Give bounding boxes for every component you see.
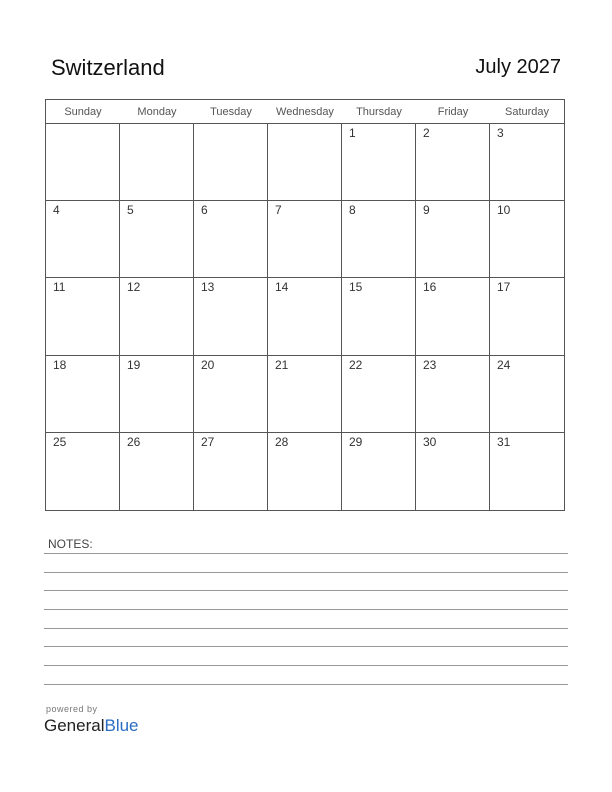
day-cell (120, 356, 194, 433)
day-cell (416, 278, 490, 355)
dow-monday: Monday (137, 106, 177, 118)
note-line (44, 553, 568, 554)
brand-general: General (44, 716, 105, 735)
day-number: 13 (201, 280, 215, 295)
day-cell (46, 356, 120, 433)
day-cell (490, 124, 564, 201)
dow-wednesday: Wednesday (276, 106, 334, 118)
day-number: 4 (53, 203, 60, 218)
day-cell (268, 356, 342, 433)
country-title: Switzerland (51, 55, 165, 80)
day-cell (268, 278, 342, 355)
day-number: 14 (275, 280, 289, 295)
day-number: 5 (127, 203, 134, 218)
day-cell (194, 278, 268, 355)
day-number: 27 (201, 434, 215, 449)
day-number: 17 (497, 280, 511, 295)
day-number: 31 (497, 434, 511, 449)
day-cell (120, 124, 194, 201)
day-number: 20 (201, 357, 215, 372)
day-cell (490, 356, 564, 433)
day-cell (194, 124, 268, 201)
day-cell (342, 201, 416, 278)
note-line (44, 572, 568, 573)
day-number: 28 (275, 434, 289, 449)
day-cell (416, 356, 490, 433)
day-cell (120, 433, 194, 510)
notes-label: NOTES: (48, 537, 93, 551)
day-cell (268, 201, 342, 278)
dow-sunday: Sunday (64, 106, 102, 118)
day-number: 15 (349, 280, 363, 295)
days-of-week-header (46, 100, 564, 124)
powered-by-text: powered by (46, 704, 98, 714)
dow-tuesday: Tuesday (210, 106, 252, 118)
day-cell (490, 201, 564, 278)
day-number: 2 (423, 126, 430, 140)
day-cell (268, 433, 342, 510)
day-number: 8 (349, 203, 356, 218)
day-number: 10 (497, 203, 511, 218)
day-number: 12 (127, 280, 141, 295)
day-number: 21 (275, 357, 289, 372)
day-cell (490, 278, 564, 355)
day-number: 1 (349, 126, 356, 140)
note-line (44, 590, 568, 591)
day-number: 6 (201, 203, 208, 218)
day-cell (46, 278, 120, 355)
dow-thursday: Thursday (356, 106, 402, 118)
day-number: 22 (349, 357, 363, 372)
day-number: 23 (423, 357, 437, 372)
dow-friday: Friday (437, 106, 469, 118)
day-cell (416, 201, 490, 278)
day-cell (416, 124, 490, 201)
day-number: 7 (275, 203, 282, 218)
brand-blue: Blue (104, 716, 139, 735)
day-number: 30 (423, 434, 437, 449)
month-title: July 2027 (475, 56, 561, 78)
day-cells (46, 124, 564, 510)
day-number: 9 (423, 203, 430, 218)
day-cell (194, 433, 268, 510)
calendar-grid (45, 99, 565, 511)
day-cell (120, 201, 194, 278)
day-cell (268, 124, 342, 201)
day-cell (194, 356, 268, 433)
day-number: 24 (497, 357, 511, 372)
day-number: 25 (53, 434, 67, 449)
day-cell (342, 433, 416, 510)
day-number: 19 (127, 357, 141, 372)
day-cell (342, 356, 416, 433)
day-cell (46, 201, 120, 278)
dow-saturday: Saturday (504, 106, 550, 118)
day-number: 3 (497, 126, 504, 140)
day-number: 11 (53, 280, 66, 295)
day-cell (490, 433, 564, 510)
day-number: 26 (127, 434, 141, 449)
note-line (44, 609, 568, 610)
day-cell (46, 433, 120, 510)
note-line (44, 628, 568, 629)
day-number: 16 (423, 280, 437, 295)
day-cell (120, 278, 194, 355)
note-line (44, 646, 568, 647)
day-cell (342, 278, 416, 355)
day-cell (342, 124, 416, 201)
day-number: 29 (349, 434, 363, 449)
generalblue-logo (44, 716, 139, 736)
note-line (44, 665, 568, 666)
day-cell (416, 433, 490, 510)
note-line (44, 684, 568, 685)
day-number: 18 (53, 357, 67, 372)
day-cell (194, 201, 268, 278)
day-cell (46, 124, 120, 201)
